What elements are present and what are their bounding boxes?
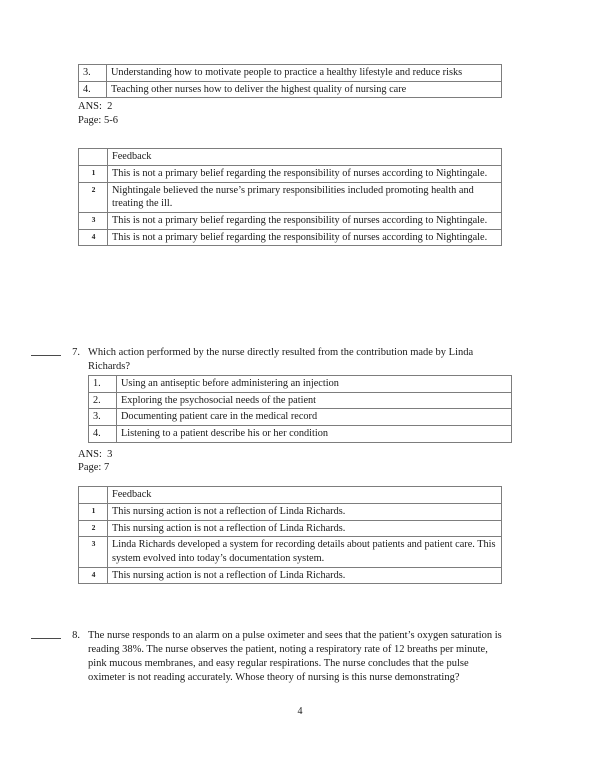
feedback-number-header: [79, 149, 108, 166]
table-row-header: [79, 487, 502, 504]
option-number: 1.: [89, 375, 117, 392]
table-row: [79, 166, 502, 183]
page-reference-label: Page: 5-6: [78, 114, 118, 126]
question-7-answer-block: [78, 448, 112, 475]
option-text: Documenting patient care in the medical record: [117, 409, 512, 426]
feedback-number: 2: [79, 182, 108, 212]
feedback-number: 1: [79, 166, 108, 183]
feedback-number: 1: [79, 504, 108, 521]
table-row: [89, 392, 512, 409]
table-row: [79, 65, 502, 82]
feedback-text: This nursing action is not a reflection of Linda Richards.: [108, 520, 502, 537]
option-number: 3.: [89, 409, 117, 426]
feedback-number: 4: [79, 567, 108, 584]
table-row: [79, 81, 502, 98]
page-number: 4: [297, 706, 303, 717]
question-6-feedback-table: [78, 148, 502, 246]
question-6-feedback-wrap: [78, 148, 502, 246]
feedback-number-header: [79, 487, 108, 504]
page-reference-label: Page: 7: [78, 462, 110, 474]
answer-label: ANS: 2: [78, 101, 113, 113]
feedback-number: 3: [79, 537, 108, 567]
table-row: [79, 504, 502, 521]
answer-blank-line[interactable]: [31, 355, 61, 356]
table-row: [79, 213, 502, 230]
feedback-header: Feedback: [108, 149, 502, 166]
question-7-feedback-table: [78, 486, 502, 584]
question-7: [31, 346, 507, 443]
option-number: 4.: [79, 81, 107, 98]
table-row: [79, 520, 502, 537]
question-stem: The nurse responds to an alarm on a pulse oximeter and sees that the patient’s oxygen saturation is reading 38%. The nurse observes the patient, noting a respiratory rate of 12 breaths per minute, pink mucous membranes, and easy regular respirations. The nurse concludes that the pulse oximeter is not reading accurately. Whose theory of nursing is this nurse demonstrating?: [88, 630, 502, 683]
table-row-header: [79, 149, 502, 166]
table-row: [79, 229, 502, 246]
answer-blank-line[interactable]: [31, 638, 61, 639]
option-number: 3.: [79, 65, 107, 82]
table-row: [79, 182, 502, 212]
option-number: 2.: [89, 392, 117, 409]
table-row: [89, 375, 512, 392]
answer-label: ANS: 3: [78, 449, 113, 460]
question-number: 7.: [72, 347, 80, 358]
feedback-text: This nursing action is not a reflection of Linda Richards.: [108, 567, 502, 584]
option-text: Teaching other nurses how to deliver the highest quality of nursing care: [107, 81, 502, 98]
feedback-text: This is not a primary belief regarding the responsibility of nurses according to Nightingale.: [108, 166, 502, 183]
option-number: 4.: [89, 425, 117, 442]
feedback-number: 2: [79, 520, 108, 537]
question-8: [31, 629, 507, 686]
table-row: [79, 567, 502, 584]
option-text: Exploring the psychosocial needs of the patient: [117, 392, 512, 409]
option-text: Using an antiseptic before administering an injection: [117, 375, 512, 392]
table-row: [79, 537, 502, 567]
feedback-text: This nursing action is not a reflection of Linda Richards.: [108, 504, 502, 521]
question-stem: Which action performed by the nurse directly resulted from the contribution made by Linda Richards?: [88, 347, 474, 372]
option-text: Listening to a patient describe his or her condition: [117, 425, 512, 442]
feedback-number: 4: [79, 229, 108, 246]
feedback-text: This is not a primary belief regarding the responsibility of nurses according to Nightingale.: [108, 213, 502, 230]
feedback-text: Linda Richards developed a system for recording details about patients and patient care. This system evolved into today’s documentation system.: [108, 537, 502, 567]
question-7-feedback-wrap: [78, 486, 502, 584]
question-7-options-table: [88, 375, 512, 443]
table-row: [89, 425, 512, 442]
question-6-continued: [78, 64, 502, 127]
option-text: Understanding how to motivate people to practice a healthy lifestyle and reduce risks: [107, 65, 502, 82]
question-6-options-table: [78, 64, 502, 98]
table-row: [89, 409, 512, 426]
feedback-number: 3: [79, 213, 108, 230]
question-number: 8.: [72, 630, 80, 641]
feedback-header: Feedback: [108, 487, 502, 504]
question-6-answer-block: [78, 100, 502, 127]
feedback-text: This is not a primary belief regarding the responsibility of nurses according to Nightingale.: [108, 229, 502, 246]
feedback-text: Nightingale believed the nurse’s primary responsibilities included promoting health and treating the ill.: [108, 182, 502, 212]
